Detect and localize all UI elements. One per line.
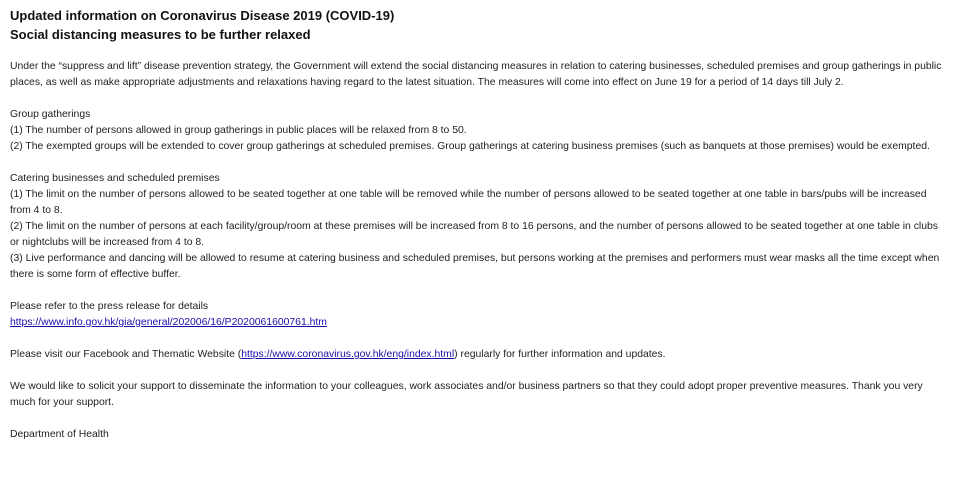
- list-item: (3) Live performance and dancing will be allowed to resume at catering business and scheduled premises, but persons working at the premises and performers must wear masks all the time except when there is some form of effective buffer.: [10, 253, 940, 280]
- support-paragraph: We would like to solicit your support to disseminate the information to your colleagues, work associates and/or business partners so that they could adopt proper preventive measures. Thank you very much for your support.: [10, 381, 923, 408]
- document-title: Updated information on Coronavirus Disease 2019 (COVID-19): [10, 8, 395, 23]
- list-item: (2) The exempted groups will be extended to cover group gatherings at scheduled premises. Group gatherings at catering business premises (such as banquets at those premises) would be exempted.: [10, 141, 930, 152]
- thematic-website-link[interactable]: https://www.coronavirus.gov.hk/eng/index.html: [241, 349, 455, 360]
- visit-text-before: Please visit our Facebook and Thematic Website (: [10, 349, 242, 360]
- press-release-section: [10, 299, 946, 331]
- spacer: [10, 283, 946, 299]
- group-gatherings-section: [10, 107, 946, 155]
- intro-paragraph: Under the “suppress and lift” disease prevention strategy, the Government will extend the social distancing measures in relation to catering businesses, scheduled premises and group gatherings in public places, as well as make appropriate adjustments and relaxations having regard to the latest situation. The measures will come into effect on June 19 for a period of 14 days till July 2.: [10, 61, 942, 88]
- list-item: (1) The limit on the number of persons allowed to be seated together at one table will be removed while the number of persons allowed to be seated together at one table in bars/pubs will be increased from 4 to 8.: [10, 189, 927, 216]
- list-item: (2) The limit on the number of persons at each facility/group/room at these premises will be increased from 8 to 16 persons, and the number of persons allowed to be seated together at one table in clubs or nightclubs will be increased from 4 to 8.: [10, 221, 938, 248]
- press-release-link[interactable]: https://www.info.gov.hk/gia/general/202006/16/P2020061600761.htm: [10, 317, 327, 328]
- section-heading: Group gatherings: [10, 109, 91, 120]
- visit-paragraph: [10, 347, 946, 363]
- catering-section: [10, 171, 946, 283]
- spacer: [10, 331, 946, 347]
- spacer: [10, 411, 946, 427]
- spacer: [10, 91, 946, 107]
- spacer: [10, 44, 946, 59]
- document-subtitle: Social distancing measures to be further relaxed: [10, 27, 311, 42]
- visit-text-after: ) regularly for further information and updates.: [454, 349, 666, 360]
- spacer: [10, 155, 946, 171]
- spacer: [10, 363, 946, 379]
- section-heading: Catering businesses and scheduled premises: [10, 173, 220, 184]
- press-release-text: Please refer to the press release for details: [10, 301, 209, 312]
- signature: Department of Health: [10, 429, 109, 440]
- list-item: (1) The number of persons allowed in group gatherings in public places will be relaxed from 8 to 50.: [10, 125, 467, 136]
- press-release-line: [10, 315, 946, 331]
